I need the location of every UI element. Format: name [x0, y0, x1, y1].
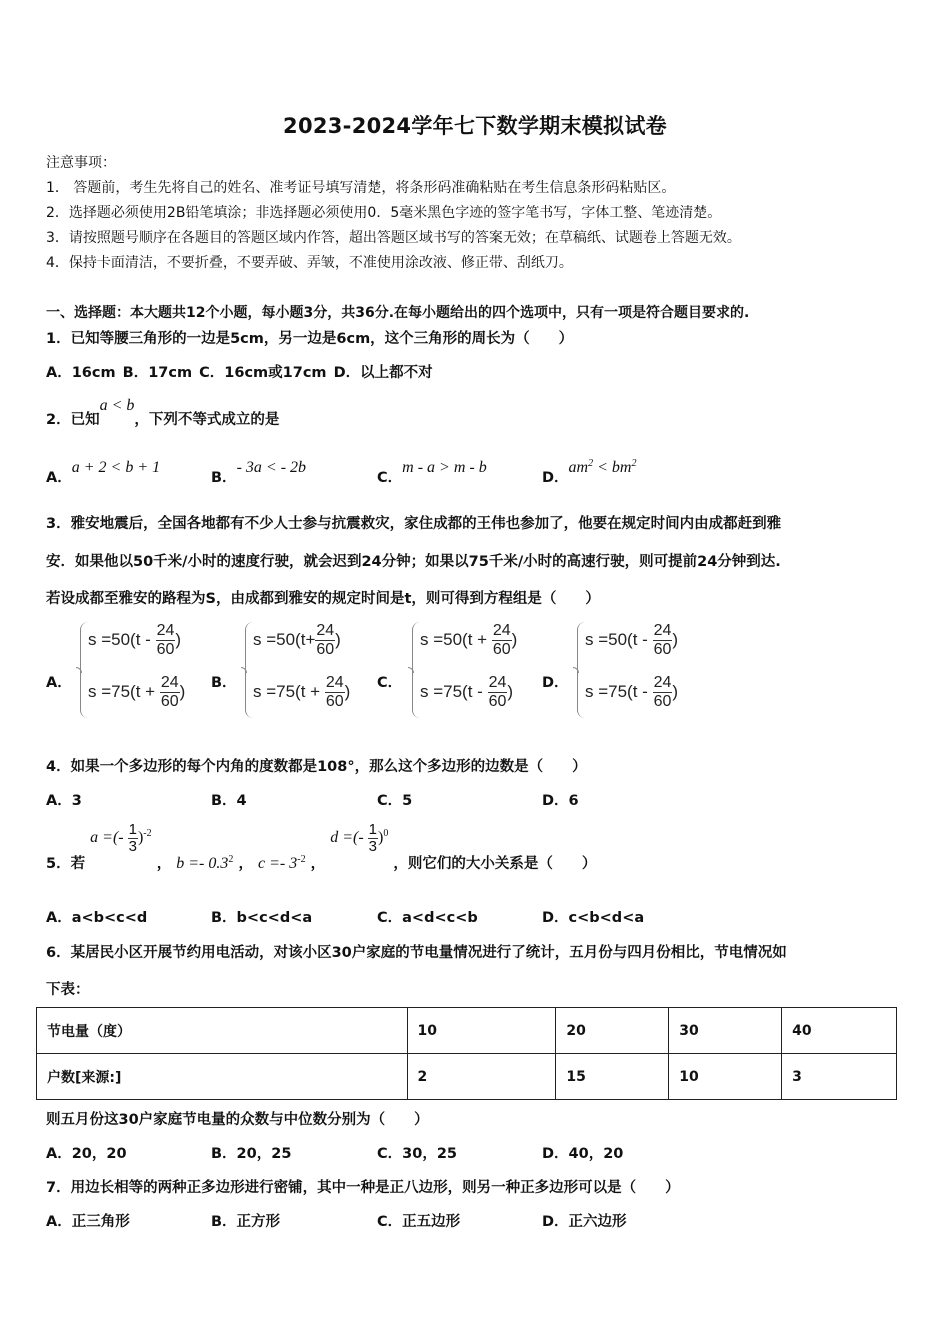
q5-option-c: C．a<d<c<b — [377, 910, 478, 926]
q1-options: A．16cm B．17cm C．16cm或17cm D．以上都不对 — [46, 365, 433, 381]
frac-num: 24 — [653, 674, 672, 691]
expr-part: < bm — [593, 459, 632, 476]
exponent: 2 — [588, 458, 594, 469]
q3-line-2: 安．如果他以50千米/小时的速度行驶，就会迟到24分钟；如果以75千米/小时的高速行驶，则可提前24分钟到达. — [46, 554, 781, 570]
q5-c-expr — [258, 855, 306, 872]
table-cell: 30 — [669, 1008, 782, 1054]
notice-item-1: 1． 答题前，考生先将自己的姓名、准考证号填写清楚，将条形码准确粘贴在考生信息条形码粘贴区。 — [46, 180, 676, 196]
q6-line-2: 下表： — [46, 982, 90, 998]
frac-den: 60 — [325, 693, 344, 710]
q3-option-c-system — [412, 622, 542, 720]
paren: ) — [672, 681, 679, 701]
frac-num: 24 — [316, 622, 335, 639]
paren: ) — [507, 681, 514, 701]
option-expr: m - a > m - b — [402, 459, 487, 476]
paren: ) — [179, 681, 186, 701]
table-cell: 2 — [407, 1054, 556, 1100]
paren: ) — [137, 829, 144, 847]
exponent: -2 — [143, 828, 152, 840]
q2-suffix: ，下列不等式成立的是 — [134, 412, 280, 428]
frac-den: 60 — [316, 641, 335, 658]
notice-item-4: 4．保持卡面清洁，不要折叠，不要弄破、弄皱，不准使用涂改液、修正带、刮纸刀。 — [46, 255, 573, 271]
q7-option-a: A．正三角形 — [46, 1214, 130, 1230]
q6-option-d: D．40，20 — [542, 1146, 624, 1162]
expr-part: b =- 0.3 — [176, 855, 229, 873]
q2-option-a — [46, 459, 161, 487]
notice-item-2: 2．选择题必须使用2B铅笔填涂；非选择题必须使用0．5毫米黑色字迹的签字笔书写，字体工整、笔迹清楚。 — [46, 205, 722, 221]
eq-left: s =50(t - — [88, 629, 156, 649]
q6-option-a: A．20，20 — [46, 1146, 127, 1162]
q4-option-d: D．6 — [542, 793, 579, 809]
q2-prefix: 2．已知 — [46, 412, 100, 428]
q5-option-a: A．a<b<c<d — [46, 910, 148, 926]
fraction — [653, 622, 673, 659]
q5-suffix: ，则它们的大小关系是（ ） — [393, 856, 597, 873]
q2-option-b — [211, 459, 307, 487]
q3-option-a-label: A． — [46, 675, 72, 691]
eq-left: s =75(t - — [585, 681, 653, 701]
eq-left: s =75(t + — [88, 681, 160, 701]
fraction — [492, 622, 512, 659]
q6-option-b: B．20，25 — [211, 1146, 292, 1162]
table-cell: 20 — [556, 1008, 669, 1054]
frac-den: 60 — [160, 693, 179, 710]
frac-num: 1 — [368, 821, 377, 838]
page-title: 2023-2024学年七下数学期末模拟试卷 — [283, 114, 667, 138]
q2-condition: a < b — [99, 397, 135, 414]
eq-left: s =75(t + — [253, 681, 325, 701]
fraction — [160, 674, 180, 711]
q3-line-3: 若设成都至雅安的路程为S，由成都到雅安的规定时间是t，则可得到方程组是（ ） — [46, 591, 600, 607]
option-label: A． — [46, 470, 72, 486]
frac-den: 60 — [488, 693, 507, 710]
q3-option-c-label: C． — [377, 675, 403, 691]
separator: ， — [238, 856, 253, 873]
paren: ) — [511, 629, 518, 649]
q3-option-d-label: D． — [542, 675, 569, 691]
q3-line-1: 3．雅安地震后，全国各地都有不少人士参与抗震救灾，家住成都的王伟也参加了，他要在规定时间内由成都赶到雅 — [46, 516, 782, 532]
eq-left: s =50(t - — [585, 629, 653, 649]
fraction — [315, 622, 335, 659]
eq-left: s =50(t + — [420, 629, 492, 649]
frac-num: 24 — [488, 674, 507, 691]
q3-option-b-system — [245, 622, 375, 720]
q5-stem — [46, 822, 596, 872]
expr-part: a =(- — [90, 829, 128, 847]
option-label: B． — [211, 470, 237, 486]
q5-option-d: D．c<b<d<a — [542, 910, 645, 926]
section-heading: 一、选择题：本大题共12个小题，每小题3分，共36分.在每小题给出的四个选项中，只有一项是符合题目要求的. — [46, 305, 750, 321]
frac-num: 1 — [128, 821, 137, 838]
expr-part: d =(- — [330, 829, 368, 847]
q7-option-b: B．正方形 — [211, 1214, 281, 1230]
q6-line-1: 6．某居民小区开展节约用电活动，对该小区30户家庭的节电量情况进行了统计，五月份与四月份相比，节电情况如 — [46, 945, 787, 961]
fraction — [653, 674, 673, 711]
fraction — [368, 822, 378, 855]
q4-option-b: B．4 — [211, 793, 247, 809]
expr-part: c =- 3 — [258, 855, 298, 873]
fraction — [325, 674, 345, 711]
expr-part: am — [568, 459, 589, 476]
exponent: 2 — [228, 854, 234, 866]
notice-heading: 注意事项： — [46, 155, 116, 171]
frac-den: 60 — [492, 641, 511, 658]
exponent: 2 — [631, 458, 637, 469]
q3-option-d-system — [577, 622, 707, 720]
paren: ) — [175, 629, 182, 649]
eq-left: s =50(t+ — [253, 629, 316, 649]
paren: ) — [344, 681, 351, 701]
fraction — [488, 674, 508, 711]
table-row — [37, 1054, 897, 1100]
q5-b-expr — [176, 855, 233, 872]
frac-num: 24 — [160, 674, 179, 691]
frac-num: 24 — [492, 622, 511, 639]
frac-den: 60 — [653, 693, 672, 710]
table-cell: 15 — [556, 1054, 669, 1100]
q6-followup: 则五月份这30户家庭节电量的众数与中位数分别为（ ） — [46, 1112, 429, 1128]
table-cell: 10 — [407, 1008, 556, 1054]
exponent: 0 — [383, 828, 389, 840]
option-label: C． — [377, 470, 403, 486]
paren: ) — [335, 629, 341, 649]
q7-stem: 7．用边长相等的两种正多边形进行密铺，其中一种是正八边形，则另一种正多边形可以是（ ） — [46, 1180, 680, 1196]
q2-option-d — [542, 458, 637, 487]
frac-den: 60 — [653, 641, 672, 658]
q1-stem: 1．已知等腰三角形的一边是5cm，另一边是6cm，这个三角形的周长为（ ） — [46, 331, 574, 347]
frac-num: 24 — [156, 622, 175, 639]
table-header-cell: 户数[来源:] — [37, 1054, 408, 1100]
q2-stem — [46, 397, 280, 429]
table-cell: 10 — [669, 1054, 782, 1100]
separator: ， — [310, 856, 326, 873]
q4-stem: 4．如果一个多边形的每个内角的度数都是108°，那么这个多边形的边数是（ ） — [46, 759, 587, 775]
table-cell: 40 — [782, 1008, 897, 1054]
q7-option-d: D．正六边形 — [542, 1214, 627, 1230]
q5-d-expr — [330, 821, 389, 855]
q4-option-a: A．3 — [46, 793, 82, 809]
q6-option-c: C．30，25 — [377, 1146, 457, 1162]
paren: ) — [378, 829, 384, 847]
q2-option-c — [377, 459, 487, 487]
table-header-cell: 节电量（度） — [37, 1008, 408, 1054]
frac-den: 60 — [156, 641, 175, 658]
frac-den: 3 — [368, 838, 377, 855]
q5-a-expr — [90, 821, 152, 855]
option-expr: - 3a < - 2b — [236, 459, 307, 476]
table-row — [37, 1008, 897, 1054]
option-label: D． — [542, 470, 569, 486]
q7-option-c: C．正五边形 — [377, 1214, 461, 1230]
exponent: -2 — [297, 854, 306, 866]
option-expr — [569, 459, 637, 476]
fraction — [128, 822, 138, 855]
q5-prefix: 5．若 — [46, 856, 86, 873]
frac-num: 24 — [653, 622, 672, 639]
separator: ， — [156, 856, 172, 873]
frac-num: 24 — [325, 674, 344, 691]
energy-saving-table — [36, 1007, 897, 1100]
fraction — [156, 622, 176, 659]
q3-option-b-label: B． — [211, 675, 237, 691]
eq-left: s =75(t - — [420, 681, 488, 701]
notice-item-3: 3．请按照题号顺序在各题目的答题区域内作答，超出答题区域书写的答案无效；在草稿纸、试题卷上答题无效。 — [46, 230, 741, 246]
paren: ) — [672, 629, 679, 649]
q5-option-b: B．b<c<d<a — [211, 910, 313, 926]
option-expr: a + 2 < b + 1 — [71, 459, 161, 476]
table-cell: 3 — [782, 1054, 897, 1100]
q3-option-a-system — [80, 622, 210, 720]
q4-option-c: C．5 — [377, 793, 413, 809]
frac-den: 3 — [128, 838, 137, 855]
